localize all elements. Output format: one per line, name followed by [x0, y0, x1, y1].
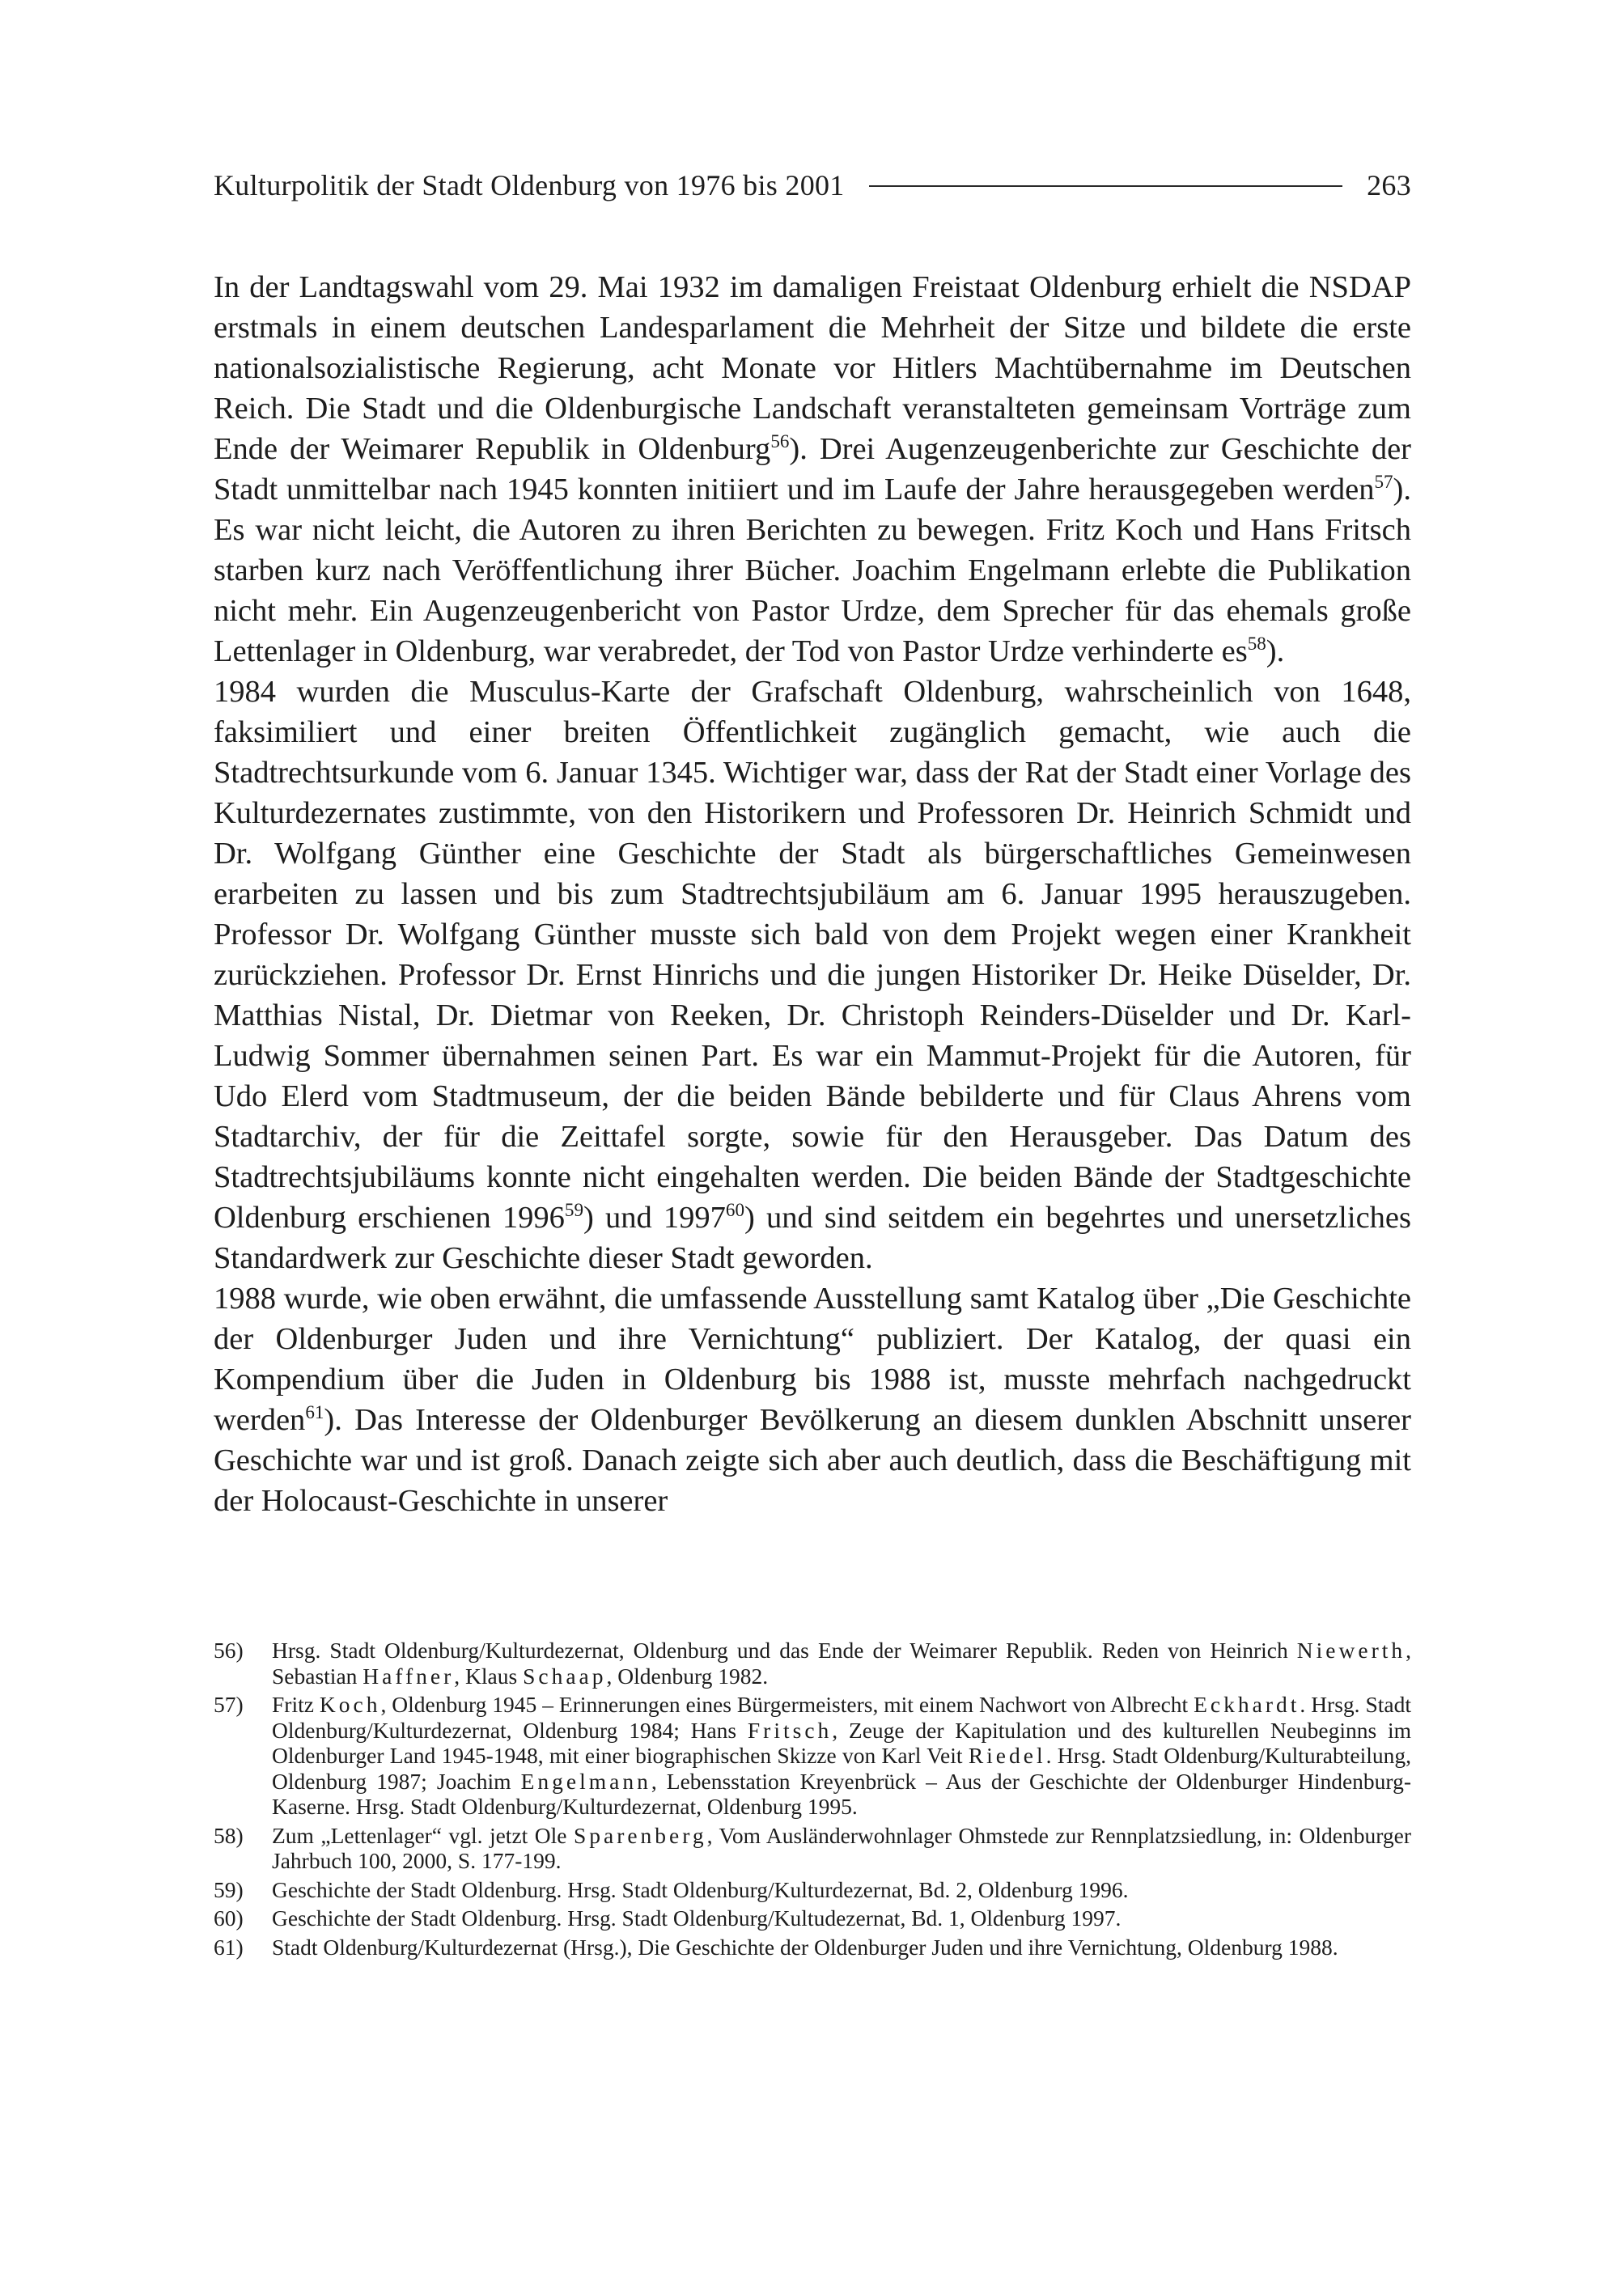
- page-number: 263: [1367, 169, 1411, 201]
- footnote-59: [214, 1877, 1411, 1903]
- footnote-number: 59): [214, 1876, 244, 1902]
- running-head-title: Kulturpolitik der Stadt Oldenburg von 1976 bis 2001: [214, 169, 845, 201]
- footnote-56: [214, 1638, 1411, 1689]
- footnote-segment: Fritz: [272, 1692, 320, 1717]
- author-name: Niewerth: [1296, 1638, 1406, 1663]
- footnote-segment: . Hrsg. Stadt Oldenburg/Kulturdezernat, Oldenburg 1984; Hans: [272, 1692, 1411, 1743]
- text-segment: ). Es war nicht leicht, die Autoren zu ihren Berichten zu bewegen. Fritz Koch und Hans Fritsch starben kurz nach Veröffentlichung ihrer Bücher. Joachim Engelmann erlebte die Publikation nicht mehr. Ein Augenzeugenbericht von Pastor Urdze, dem Sprecher für das ehemals große Lettenlager in Oldenburg, war verabredet, der Tod von Pastor Urdze verhinderte es: [214, 473, 1411, 668]
- text-segment: ). Das Interesse der Oldenburger Bevölkerung an diesem dunklen Abschnitt unserer Geschichte war und ist groß. Danach zeigte sich aber auch deutlich, dass die Beschäftigung mit der Holocaust-Geschichte in unserer: [214, 1403, 1411, 1518]
- author-name: Schaap: [523, 1663, 607, 1689]
- footnote-ref-57: 57: [1374, 471, 1393, 493]
- paragraph-2: [214, 672, 1411, 1278]
- footnote-segment: , Vom Ausländerwohnlager Ohmstede zur Rennplatzsiedlung, in: Oldenburger Jahrbuch 100, 2000, S. 177-199.: [272, 1822, 1412, 1873]
- author-name: Haffner: [363, 1663, 455, 1689]
- author-name: Eckhardt: [1194, 1692, 1300, 1717]
- footnote-ref-61: 61: [305, 1401, 324, 1423]
- footnote-ref-56: 56: [770, 430, 790, 452]
- text-segment: In der Landtagswahl vom 29. Mai 1932 im damaligen Freistaat Oldenburg erhielt die NSDAP erstmals in einem deutschen Landesparlament die Mehrheit der Sitze und bildete die erste nationalsozialistische Regierung, acht Monate vor Hitlers Machtübernahme im Deutschen Reich. Die Stadt und die Oldenburgische Landschaft veranstalteten gemeinsam Vorträge zum Ende der Weimarer Republik in Oldenburg: [214, 270, 1411, 466]
- footnote-number: 58): [214, 1822, 244, 1848]
- author-name: Fritsch: [747, 1717, 833, 1743]
- running-head: [214, 168, 1411, 214]
- footnote-60: [214, 1905, 1411, 1931]
- footnote-number: 61): [214, 1934, 244, 1960]
- author-name: Koch: [319, 1692, 381, 1717]
- footnote-segment: , Lebensstation Kreyenbrück – Aus der Geschichte der Oldenburger Hindenburg-Kaserne. Hrsg. Stadt Oldenburg/Kulturdezernat, Oldenburg 1995.: [272, 1768, 1411, 1819]
- footnote-ref-58: 58: [1247, 633, 1266, 655]
- footnote-segment: . Hrsg. Stadt Oldenburg/Kulturabteilung, Oldenburg 1987; Joachim: [272, 1743, 1412, 1794]
- paragraph-3: [214, 1278, 1411, 1521]
- text-segment: ). Drei Augenzeugenberichte zur Geschichte der Stadt unmittelbar nach 1945 konnten initiiert und im Laufe der Jahre herausgegeben werden: [214, 432, 1411, 506]
- footnote-number: 56): [214, 1638, 244, 1663]
- footnote-segment: , Oldenburg 1945 – Erinnerungen eines Bürgermeisters, mit einem Nachwort von Albrecht: [380, 1692, 1194, 1717]
- footnote-number: 60): [214, 1905, 244, 1931]
- text-segment: 1984 wurden die Musculus-Karte der Grafschaft Oldenburg, wahrscheinlich von 1648, faksimiliert und einer breiten Öffentlichkeit zugänglich gemacht, wie auch die Stadtrechtsurkunde vom 6. Januar 1345. Wichtiger war, dass der Rat der Stadt einer Vorlage des Kulturdezernates zustimmte, von den Historikern und Professoren Dr. Heinrich Schmidt und Dr. Wolfgang Günther eine Geschichte der Stadt als bürgerschaftliches Gemeinwesen erarbeiten zu lassen und bis zum Stadtrechtsjubiläum am 6. Januar 1995 herauszugeben. Professor Dr. Wolfgang Günther musste sich bald von dem Projekt wegen einer Krankheit zurückziehen. Professor Dr. Ernst Hinrichs und die jungen Historiker Dr. Heike Düselder, Dr. Matthias Nistal, Dr. Dietmar von Reeken, Dr. Christoph Reinders-Düselder und Dr. Karl-Ludwig Sommer übernahmen seinen Part. Es war ein Mammut-Projekt für die Autoren, für Udo Elerd vom Stadtmuseum, der die beiden Bände bebilderte und für Claus Ahrens vom Stadtarchiv, der für die Zeittafel sorgte, sowie für den Herausgeber. Das Datum des Stadtrechtsjubiläums konnte nicht eingehalten werden. Die beiden Bände der Stadtgeschichte Oldenburg erschienen 1996: [214, 675, 1411, 1235]
- footnote-text: Geschichte der Stadt Oldenburg. Hrsg. Stadt Oldenburg/Kulturdezernat, Bd. 2, Oldenburg 1996.: [272, 1876, 1129, 1902]
- footnote-segment: , Zeuge der Kapitulation und des kulturellen Neubeginns im Oldenburger Land 1945-1948, mit einer biographischen Skizze von Karl Veit: [272, 1717, 1412, 1768]
- footnote-segment: Zum „Lettenlager“ vgl. jetzt Ole: [272, 1822, 574, 1848]
- body-text: [214, 267, 1411, 1521]
- footnote-61: [214, 1935, 1411, 1960]
- footnote-text: [272, 1638, 1411, 1689]
- footnote-text: Geschichte der Stadt Oldenburg. Hrsg. Stadt Oldenburg/Kultudezernat, Bd. 1, Oldenburg 1997.: [272, 1905, 1122, 1931]
- text-segment: ) und sind seitdem ein begehrtes und unersetzliches Standardwerk zur Geschichte dieser Stadt geworden.: [214, 1201, 1411, 1275]
- author-name: Sparenberg: [573, 1822, 707, 1848]
- footnote-ref-60: 60: [725, 1199, 744, 1221]
- running-head-rule: [869, 185, 1342, 187]
- footnote-segment: Hrsg. Stadt Oldenburg/Kulturdezernat, Oldenburg und das Ende der Weimarer Republik. Reden von Heinrich: [272, 1638, 1297, 1663]
- footnote-number: 57): [214, 1692, 244, 1717]
- footnote-57: [214, 1692, 1411, 1820]
- footnote-text: Stadt Oldenburg/Kulturdezernat (Hrsg.), Die Geschichte der Oldenburger Juden und ihre Vernichtung, Oldenburg 1988.: [272, 1934, 1338, 1960]
- text-segment: 1988 wurde, wie oben erwähnt, die umfassende Ausstellung samt Katalog über „Die Geschichte der Oldenburger Juden und ihre Vernichtung“ publiziert. Der Katalog, der quasi ein Kompendium über die Juden in Oldenburg bis 1988 ist, musste mehrfach nachgedruckt werden: [214, 1282, 1411, 1437]
- footnote-segment: , Oldenburg 1982.: [606, 1663, 769, 1689]
- footnote-segment: , Sebastian: [272, 1638, 1411, 1689]
- footnote-ref-59: 59: [564, 1199, 583, 1221]
- text-segment: ).: [1266, 634, 1285, 668]
- footnote-text: [272, 1692, 1411, 1820]
- footnote-58: [214, 1823, 1411, 1874]
- author-name: Riedel: [968, 1743, 1046, 1768]
- paragraph-1: [214, 267, 1411, 672]
- text-segment: ) und 1997: [583, 1201, 726, 1235]
- author-name: Engelmann: [520, 1768, 651, 1794]
- footnote-segment: , Klaus: [454, 1663, 524, 1689]
- footnote-text: [272, 1823, 1411, 1874]
- footnotes: [214, 1638, 1411, 1963]
